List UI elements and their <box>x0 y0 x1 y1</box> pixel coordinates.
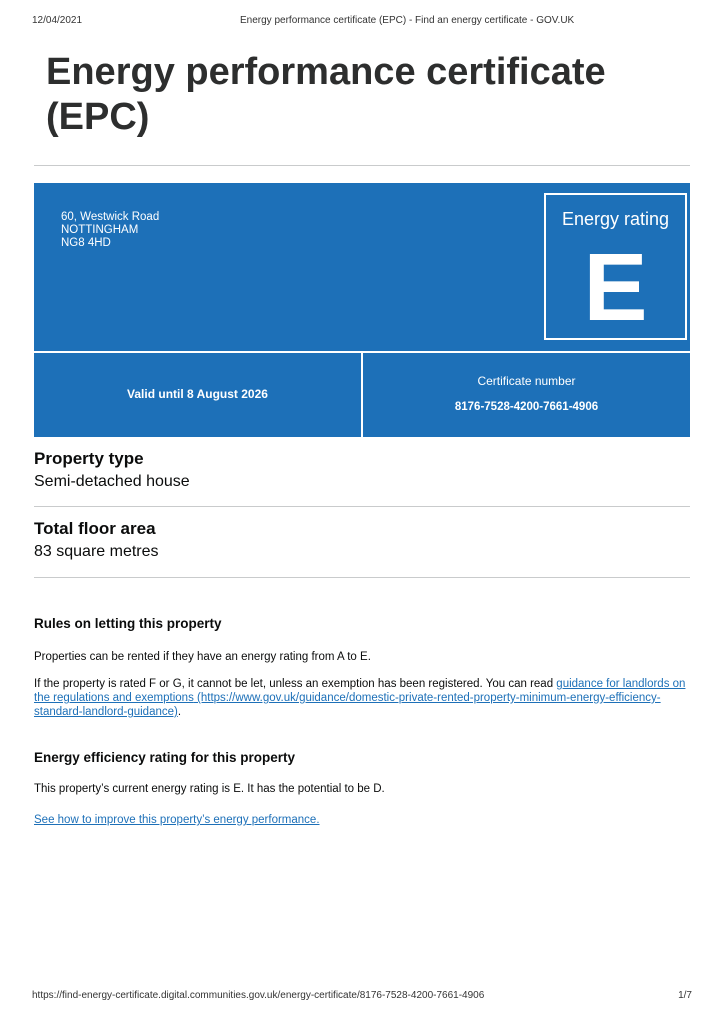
floor-area-heading: Total floor area <box>34 519 156 538</box>
print-url: https://find-energy-certificate.digital.communities.gov.uk/energy-certificate/8176-7528-4200-7661-4906 <box>32 990 485 1001</box>
address-line-1: 60, Westwick Road <box>61 211 160 223</box>
address-line-2: NOTTINGHAM <box>61 224 139 236</box>
address-line-3: NG8 4HD <box>61 237 111 249</box>
certificate-number: 8176-7528-4200-7661-4906 <box>454 401 599 413</box>
landlord-guidance-link-text: guidance for landlords on the regulations and exemptions <box>34 678 686 704</box>
energy-rating-label: Energy rating <box>561 209 670 229</box>
epc-summary-banner <box>34 183 690 437</box>
exemption-end: . <box>177 706 182 718</box>
exemption-paragraph <box>34 677 690 719</box>
divider <box>34 165 690 166</box>
floor-area-value: 83 square metres <box>34 543 159 560</box>
divider <box>34 577 690 578</box>
energy-rating-letter: E <box>583 234 648 341</box>
energy-rating-box <box>544 193 687 340</box>
divider <box>34 506 690 507</box>
print-document-title: Energy performance certificate (EPC) - Find an energy certificate - GOV.UK <box>240 15 575 26</box>
print-footer <box>32 990 692 1004</box>
efficiency-paragraph: This property’s current energy rating is E. It has the potential to be D. <box>34 783 385 795</box>
print-header <box>32 15 692 29</box>
valid-until-date: Valid until 8 August 2026 <box>127 387 268 401</box>
property-address <box>61 211 159 250</box>
page-number: 1/7 <box>678 990 692 1001</box>
property-type-heading: Property type <box>34 449 144 468</box>
landlord-guidance-url: (https://www.gov.uk/guidance/domestic-private-rented-property-minimum-energy-efficiency-standard-landlord-guidance) <box>34 692 661 718</box>
improve-paragraph <box>34 813 690 827</box>
property-type-value: Semi-detached house <box>34 473 190 490</box>
certificate-number-label: Certificate number <box>477 374 576 388</box>
page-title: Energy performance certificate (EPC) <box>46 51 606 138</box>
banner-divider <box>361 353 363 437</box>
efficiency-heading: Energy efficiency rating for this property <box>34 750 296 765</box>
improve-energy-link[interactable]: See how to improve this property’s energy performance. <box>34 814 320 826</box>
letting-rules-paragraph: Properties can be rented if they have an energy rating from A to E. <box>34 651 371 663</box>
letting-rules-heading: Rules on letting this property <box>34 616 222 631</box>
exemption-text: If the property is rated F or G, it cannot be let, unless an exemption has been registered. You can read <box>34 678 557 690</box>
print-date: 12/04/2021 <box>32 15 83 26</box>
